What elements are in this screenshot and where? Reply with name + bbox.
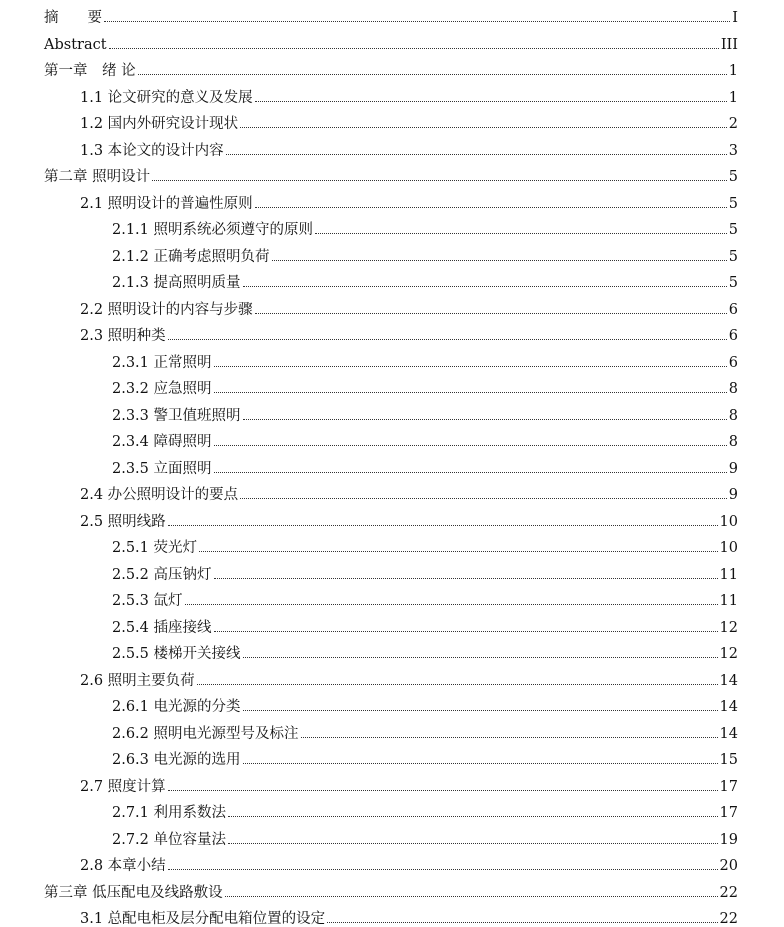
toc-entry-page-number: 10 [719, 513, 738, 530]
toc-leader-dots [243, 419, 727, 420]
toc-entry-page-number: III [720, 36, 738, 53]
toc-entry-title: 3.1 总配电柜及层分配电箱位置的设定 [80, 911, 326, 927]
toc-entry[interactable] [0, 322, 738, 344]
toc-entry-title: 2.5.3 氙灯 [112, 593, 183, 609]
toc-entry-page-number: I [732, 10, 738, 26]
toc-entry-page-number: 14 [719, 699, 738, 715]
toc-leader-dots [138, 74, 727, 75]
toc-leader-dots [255, 207, 727, 208]
toc-entry-page-number: 20 [719, 858, 738, 874]
toc-leader-dots [104, 21, 730, 22]
toc-leader-dots [214, 472, 727, 473]
toc-entry-page-number: 1 [728, 63, 738, 79]
toc-leader-dots [226, 154, 727, 155]
toc-entry[interactable] [0, 508, 738, 530]
toc-leader-dots [255, 101, 727, 102]
toc-entry[interactable] [0, 534, 738, 556]
toc-entry[interactable] [0, 799, 738, 821]
toc-leader-dots [152, 180, 727, 181]
toc-entry-page-number: 19 [719, 831, 738, 848]
toc-entry-page-number: 14 [719, 672, 738, 689]
toc-leader-dots [225, 896, 718, 897]
toc-entry[interactable] [0, 826, 738, 848]
toc-leader-dots [255, 313, 727, 314]
toc-leader-dots [301, 737, 718, 738]
toc-entry[interactable] [0, 693, 738, 715]
toc-entry-title: 2.7 照度计算 [80, 778, 166, 795]
toc-entry[interactable] [0, 31, 738, 53]
toc-leader-dots [109, 48, 719, 49]
toc-entry[interactable] [0, 720, 738, 742]
toc-entry[interactable] [0, 481, 738, 503]
toc-entry-title: 2.6.2 照明电光源型号及标注 [112, 725, 299, 742]
toc-entry-page-number: 11 [719, 566, 738, 583]
toc-entry[interactable] [0, 110, 738, 132]
toc-leader-dots [214, 578, 718, 579]
toc-entry[interactable] [0, 402, 738, 424]
toc-entry-page-number: 9 [728, 460, 738, 477]
toc-entry[interactable] [0, 428, 738, 450]
toc-entry-page-number: 12 [719, 646, 738, 662]
toc-leader-dots [228, 816, 718, 817]
toc-leader-dots [168, 790, 718, 791]
toc-entry[interactable] [0, 190, 738, 212]
toc-entry-page-number: 3 [728, 142, 738, 159]
toc-entry-title: 1.1 论文研究的意义及发展 [80, 89, 253, 106]
toc-entry[interactable] [0, 587, 738, 609]
toc-leader-dots [315, 233, 727, 234]
toc-leader-dots [228, 843, 718, 844]
toc-entry-title: 2.1.1 照明系统必须遵守的原则 [112, 222, 314, 238]
toc-entry-page-number: 6 [728, 354, 738, 371]
toc-leader-dots [243, 286, 727, 287]
toc-entry-title: 2.5 照明线路 [80, 513, 166, 530]
toc-entry-title: 2.1 照明设计的普遍性原则 [80, 195, 253, 212]
toc-leader-dots [214, 392, 727, 393]
toc-leader-dots [272, 260, 727, 261]
toc-entry[interactable] [0, 163, 738, 185]
toc-entry-title: 2.5.1 荧光灯 [112, 540, 198, 556]
toc-entry-title: 2.3.1 正常照明 [112, 354, 212, 371]
toc-entry[interactable] [0, 455, 738, 477]
toc-entry-title: 1.3 本论文的设计内容 [80, 142, 224, 159]
toc-entry-page-number: 5 [728, 275, 738, 291]
toc-entry-page-number: 11 [719, 593, 738, 609]
toc-entry-title: 2.3.4 障碍照明 [112, 434, 212, 450]
toc-entry[interactable] [0, 349, 738, 371]
toc-entry-page-number: 1 [728, 89, 738, 106]
toc-entry-title: 2.1.2 正确考虑照明负荷 [112, 248, 270, 265]
toc-leader-dots [243, 763, 718, 764]
toc-entry-title: 2.8 本章小结 [80, 858, 166, 874]
toc-entry-title: 2.5.5 楼梯开关接线 [112, 646, 241, 662]
toc-entry[interactable] [0, 773, 738, 795]
toc-entry[interactable] [0, 84, 738, 106]
toc-entry[interactable] [0, 4, 738, 26]
toc-entry-page-number: 15 [719, 752, 738, 768]
toc-entry-title: 2.5.2 高压钠灯 [112, 566, 212, 583]
toc-entry-title: 2.5.4 插座接线 [112, 619, 212, 636]
toc-entry-page-number: 10 [719, 540, 738, 556]
toc-entry-title: 第一章 绪 论 [44, 63, 136, 79]
toc-entry[interactable] [0, 375, 738, 397]
toc-entry-title: 1.2 国内外研究设计现状 [80, 116, 239, 132]
toc-entry-title: 2.7.2 单位容量法 [112, 831, 227, 848]
toc-entry-title: 2.6.3 电光源的选用 [112, 752, 241, 768]
toc-leader-dots [214, 631, 718, 632]
toc-entry-page-number: 6 [728, 328, 738, 344]
toc-entry-page-number: 22 [719, 884, 738, 901]
toc-entry-page-number: 5 [728, 248, 738, 265]
toc-entry-page-number: 22 [719, 911, 738, 927]
toc-leader-dots [168, 869, 718, 870]
toc-entry-page-number: 8 [728, 434, 738, 450]
toc-entry-title: 2.4 办公照明设计的要点 [80, 487, 239, 503]
toc-entry[interactable] [0, 879, 738, 901]
toc-leader-dots [197, 684, 718, 685]
toc-entry[interactable] [0, 243, 738, 265]
toc-entry[interactable] [0, 137, 738, 159]
toc-entry-page-number: 12 [719, 619, 738, 636]
toc-entry-title: 2.6 照明主要负荷 [80, 672, 195, 689]
toc-leader-dots [185, 604, 718, 605]
toc-entry-title: 第三章 低压配电及线路敷设 [44, 884, 223, 901]
toc-entry-page-number: 2 [728, 116, 738, 132]
toc-entry[interactable] [0, 216, 738, 238]
toc-entry-page-number: 5 [728, 195, 738, 212]
toc-leader-dots [214, 366, 727, 367]
toc-entry-title: 第二章 照明设计 [44, 169, 151, 185]
toc-leader-dots [214, 445, 727, 446]
toc-entry-page-number: 5 [728, 222, 738, 238]
toc-entry-title: 2.2 照明设计的内容与步骤 [80, 301, 253, 318]
toc-leader-dots [240, 498, 727, 499]
toc-entry-page-number: 6 [728, 301, 738, 318]
toc-entry-title: Abstract [44, 36, 107, 53]
toc-entry[interactable] [0, 905, 738, 927]
toc-leader-dots [243, 710, 718, 711]
toc-entry-title: 摘 要 [44, 10, 102, 26]
toc-entry-page-number: 17 [719, 805, 738, 821]
toc-entry-page-number: 8 [728, 381, 738, 397]
toc-entry-title: 2.3 照明种类 [80, 328, 166, 344]
toc-leader-dots [168, 525, 718, 526]
toc-entry[interactable] [0, 640, 738, 662]
toc-entry-title: 2.3.3 警卫值班照明 [112, 407, 241, 424]
toc-leader-dots [240, 127, 727, 128]
toc-entry-title: 2.7.1 利用系数法 [112, 805, 227, 821]
toc-entry[interactable] [0, 746, 738, 768]
toc-entry-page-number: 9 [728, 487, 738, 503]
toc-entry-title: 2.3.5 立面照明 [112, 460, 212, 477]
toc-entry-title: 2.1.3 提高照明质量 [112, 275, 241, 291]
toc-entry[interactable] [0, 269, 738, 291]
toc-entry[interactable] [0, 561, 738, 583]
toc-entry[interactable] [0, 852, 738, 874]
toc-entry-title: 2.6.1 电光源的分类 [112, 699, 241, 715]
toc-entry-page-number: 17 [719, 778, 738, 795]
toc-entry[interactable] [0, 57, 738, 79]
toc-entry-page-number: 5 [728, 169, 738, 185]
toc-entry[interactable] [0, 614, 738, 636]
toc-entry-page-number: 14 [719, 725, 738, 742]
toc-entry[interactable] [0, 296, 738, 318]
toc-leader-dots [199, 551, 718, 552]
toc-leader-dots [243, 657, 718, 658]
toc-leader-dots [168, 339, 727, 340]
toc-entry[interactable] [0, 667, 738, 689]
toc-entry-title: 2.3.2 应急照明 [112, 381, 212, 397]
toc-leader-dots [327, 922, 717, 923]
toc-entry-page-number: 8 [728, 407, 738, 424]
